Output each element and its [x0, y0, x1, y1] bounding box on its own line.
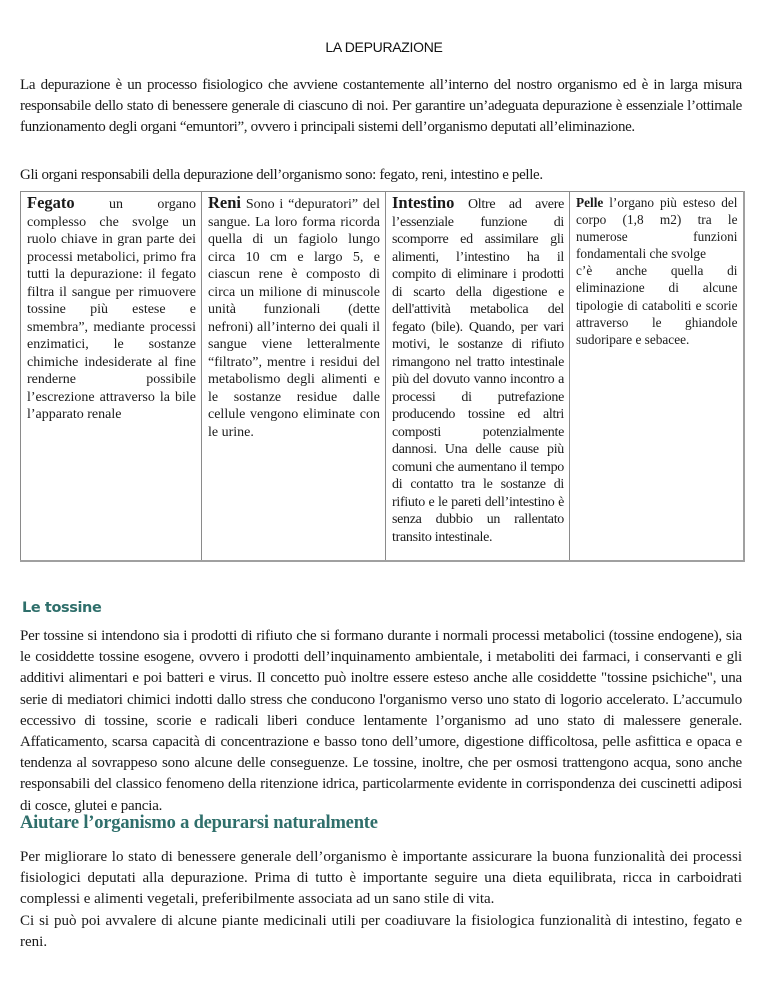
toxins-paragraph: Per tossine si intendono sia i prodotti di rifiuto che si formano durante i normali processi metabolici (tossine endogene), sia le cosiddette tossine esogene, ovvero i prodotti dell’inquinamento ambientale, i metaboliti dei farmaci, i conservanti e gli additivi alimentari e poi batteri e virus. Il concetto può inoltre essere esteso anche alle cosiddette "tossine psichiche", una serie di mediatori chimici indotti dallo stress che conducono l'organismo verso uno stato di logorio accelerato. L’accumulo eccessivo di tossine, scorie e radicali liberi conduce lentamente l’organismo ad uno stato di malessere generale. Affaticamento, scarsa capacità di concentrazione e basso tono dell’umore, digestione difficoltosa, pelle asfittica e opaca e tendenza al sovrappeso sono alcune delle conseguenze. Le tossine, inoltre, che per osmosi trattengono acqua, sono anche responsabili del classico fenomeno della ritenzione idrica, particolarmente evidente in corrispondenza dei cuscinetti adiposi di cosce, glutei e pancia.: [20, 628, 742, 814]
intro-paragraph: La depurazione è un processo fisiologico che avviene costantemente all’interno del nostro organismo ed è in larga misura responsabile dello stato di benessere generale di ciascuno di noi. Per garantire un’adeguata depurazione è essenziale l’ottimale funzionamento degli organi “emuntori”, ovvero i principali sistemi dell’organismo deputati all’eliminazione.: [20, 77, 742, 136]
organ-name: Reni: [208, 193, 241, 212]
organ-name: Fegato: [27, 193, 75, 212]
organ-name: Pelle: [576, 195, 604, 210]
help-paragraph-2: Ci si può poi avvalere di alcune piante medicinali utili per coadiuvare la fisiologica funzionalità di intestino, fegato e reni.: [20, 912, 742, 950]
organ-cell-reni: [202, 192, 386, 562]
page-title: LA DEPURAZIONE: [325, 39, 443, 55]
organ-cell-fegato: [21, 192, 202, 562]
section-heading-tossine: Le tossine: [22, 600, 102, 616]
section-heading-aiutare: Aiutare l’organismo a depurarsi naturalmente: [20, 813, 378, 833]
organ-description: Oltre ad avere l’essenziale funzione di scomporre ed assimilare gli alimenti, l’intestino ha il compito di eliminare i prodotti di scarto della digestione e dell'attività metabolica del fegato (bile). Quando, per vari motivi, le sostanze di rifiuto rimangono nel tratto intestinale più del dovuto vanno incontro a processi di putrefazione producendo tossine ed altri composti potenzialmente dannosi. Una delle cause più comuni che aumentano il tempo di contatto tra le sostanze di rifiuto e le pareti dell’intestino è senza dubbio un rallentato transito intestinale.: [392, 197, 564, 545]
organ-description: un organo complesso che svolge un ruolo chiave in gran parte dei processi metabolici, primo fra tutti la depurazione: il fegato filtra il sangue per rimuovere tossine più estese e smembra”, mediante processi enzimatici, le sostanze chimiche indesiderate al fine renderne possibile l’escrezione attraverso la bile l’apparato renale: [27, 197, 196, 422]
organ-description: Sono i “depuratori” del sangue. La loro forma ricorda quella di un fagiolo lungo circa 10 cm e largo 5, e ciascun rene è composto di circa un milione di minuscole unità funzionali (dette nefroni) all’interno dei quali il sangue viene letteralmente “filtrato”, mentre i residui del metabolismo degli alimenti e le sostanze residue dalle cellule vengono eliminate con le urine.: [208, 197, 380, 440]
organ-cell-intestino: [386, 192, 570, 562]
organ-description-continued: c’è anche quella di eliminazione di alcune tipologie di cataboliti e scorie attraverso le ghiandole sudoripare e sebacee.: [576, 263, 738, 347]
organ-description: l’organo più esteso del corpo (1,8 m2) tra le numerose funzioni fondamentali che svolge: [576, 195, 738, 262]
organ-name: Intestino: [392, 193, 455, 212]
organ-cell-pelle: [570, 192, 744, 562]
organs-sentence: Gli organi responsabili della depurazione dell’organismo sono: fegato, reni, intestino e pelle.: [20, 167, 543, 183]
table-row: [21, 192, 744, 562]
help-section: [20, 847, 742, 953]
help-paragraph-1: Per migliorare lo stato di benessere generale dell’organismo è importante assicurare la buona funzionalità dei processi fisiologici deputati alla depurazione. Prima di tutto è importante seguire una dieta equilibrata, ricca in carboidrati complessi e alimenti vegetali, preferibilmente associata ad un sano stile di vita.: [20, 849, 742, 908]
organs-table: [20, 191, 745, 562]
